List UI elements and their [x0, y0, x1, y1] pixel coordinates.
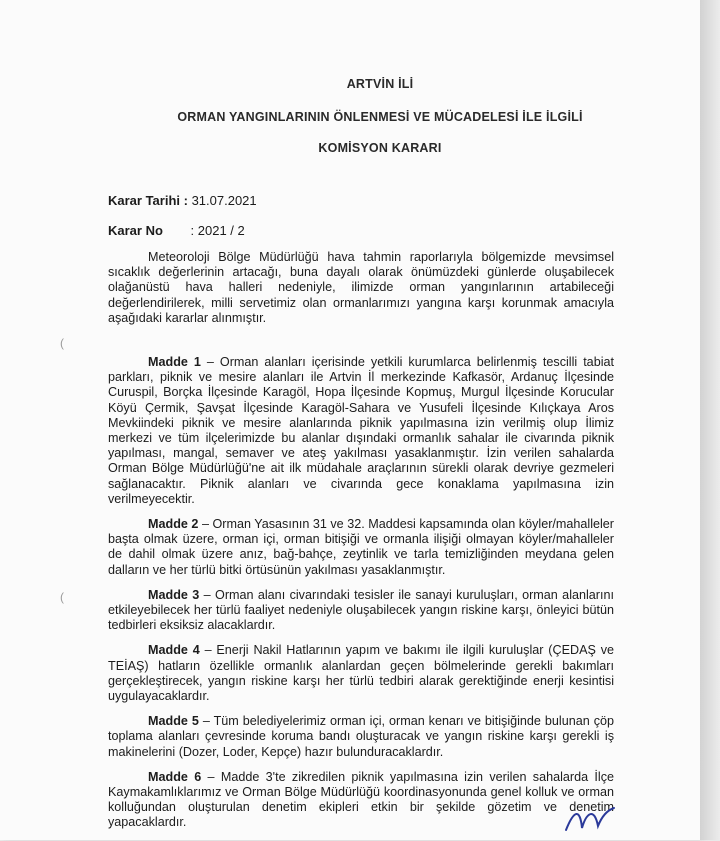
article-label: Madde 6	[148, 769, 202, 784]
decision-date-value: 31.07.2021	[191, 193, 257, 208]
article-text: – Orman alanları içerisinde yetkili kurumlarca belirlenmiş tescilli tabiat parkları, piknik ve mesire alanları ile Artvin İl merkezinde Kafkasör, Ardanuç İlçesinde Curuspil, Borçka İlçesinde Karagöl, Hopa İlçesinde Kopmuş, Murgul İlçesinde Korucular Köyü Çermik, Şavşat İlçesinde Karagöl-Sahara ve Yusufeli İlçesinde Kılıçkaya Aros Mevkiindeki piknik ve mesire alanlarında piknik yapılmasına izin verilmiş olup İlimiz merkezi ve tüm ilçelerimizde bu alanlar dışındaki ormanlık sahalar ile civarında piknik yapılması, mangal, semaver ve ateş yakılması yasaklanmıştır. İzin verilen sahalarda Orman Bölge Müdürlüğü'ne ait ilk müdahale araçlarının sürekli olarak devriye gezmeleri sağlanacaktır. Piknik alanları ve civarında gece konaklama yapılmasına izin verilmeyecektir.	[108, 355, 614, 506]
article-text: – Madde 3'te zikredilen piknik yapılmasına izin verilen sahalarda İlçe Kaymakamlıklarımız ve Orman Bölge Müdürlüğü koordinasyonunda genel kolluk ve orman kolluğundan oluşturulan denetim ekipleri etkin bir şekilde gözetim ve denetim yapacaklardır.	[108, 769, 614, 830]
article-label: Madde 5	[148, 714, 199, 729]
article-text: – Orman alanı civarındaki tesisler ile sanayi kuruluşları, orman alanlarını etkileyebilecek her türlü faaliyet nedeniyle oluşabilecek yangın riskine karşı, önleyici bütün tedbirleri eksiksiz alacaklardır.	[108, 587, 614, 633]
signature-mark	[560, 800, 620, 840]
intro-paragraph: Meteoroloji Bölge Müdürlüğü hava tahmin raporlarıyla bölgemizde mevsimsel sıcaklık değerlerinin artacağı, buna dayalı olarak önümüzdeki günlerde oluşabilecek olağanüstü hava halleri nedeniyle, ilimizde orman yangınlarının artabileceği değerlendirilerek, milli servetimiz olan ormanlarımızı yangına karşı korunmak amacıyla aşağıdaki kararlar alınmıştır.	[108, 250, 614, 325]
article-label: Madde 4	[148, 643, 200, 658]
decision-number-value: : 2021 / 2	[190, 223, 245, 238]
article-3	[108, 588, 614, 634]
article-text: – Tüm belediyelerimiz orman içi, orman kenarı ve bitişiğinde bulunan çöp toplama alanları çevresinde koruma bandı oluşturacak ve yangın riskine karşı gerekli iş makinelerini (Dozer, Loder, Kepçe) hazır bulunduracaklardır.	[108, 714, 614, 759]
decision-date-row	[108, 193, 257, 208]
document-heading-title: ORMAN YANGINLARININ ÖNLENMESİ VE MÜCADELESİ İLE İLGİLİ	[177, 110, 583, 124]
decision-date-label: Karar Tarihi :	[108, 193, 188, 208]
decision-number-label: Karar No	[108, 223, 163, 238]
article-text: – Orman Yasasının 31 ve 32. Maddesi kapsamında olan köyler/mahalleler başta olmak üzere, orman içi, orman bitişiği ve ormanla ilişiği olmayan köyler/mahalleler de dahil olmak üzere anız, bağ-bahçe, zeytinlik ve tarla temizliğinden meydana gelen dalların ve her türlü bitki örtüsünün yakılması yasaklanmıştır.	[108, 517, 615, 577]
article-2	[108, 517, 614, 578]
article-1	[108, 355, 614, 507]
decision-number-row	[108, 223, 245, 238]
article-label: Madde 3	[148, 587, 200, 602]
margin-punch-mark: (	[60, 590, 64, 604]
article-4	[108, 643, 614, 704]
page-edge-shadow	[700, 0, 720, 840]
article-label: Madde 1	[148, 355, 201, 369]
articles-block	[108, 355, 614, 841]
article-6	[108, 770, 614, 831]
document-heading-province: ARTVİN İLİ	[346, 77, 414, 91]
document-heading-subtitle: KOMİSYON KARARI	[318, 141, 442, 155]
article-5	[108, 714, 614, 760]
article-label: Madde 2	[148, 517, 199, 532]
margin-punch-mark: (	[60, 336, 64, 350]
intro-block	[108, 250, 614, 326]
article-text: – Enerji Nakil Hatlarının yapım ve bakımı ile ilgili kuruluşlar (ÇEDAŞ ve TEİAŞ) hatların özellikle ormanlık alanlardan geçen bölmelerinde gerekli bakımları gerçekleştirecek, yangın riskine karşı her türlü tedbiri alarak gerektiğinde enerji kesintisi uygulayacaklardır.	[108, 643, 614, 704]
